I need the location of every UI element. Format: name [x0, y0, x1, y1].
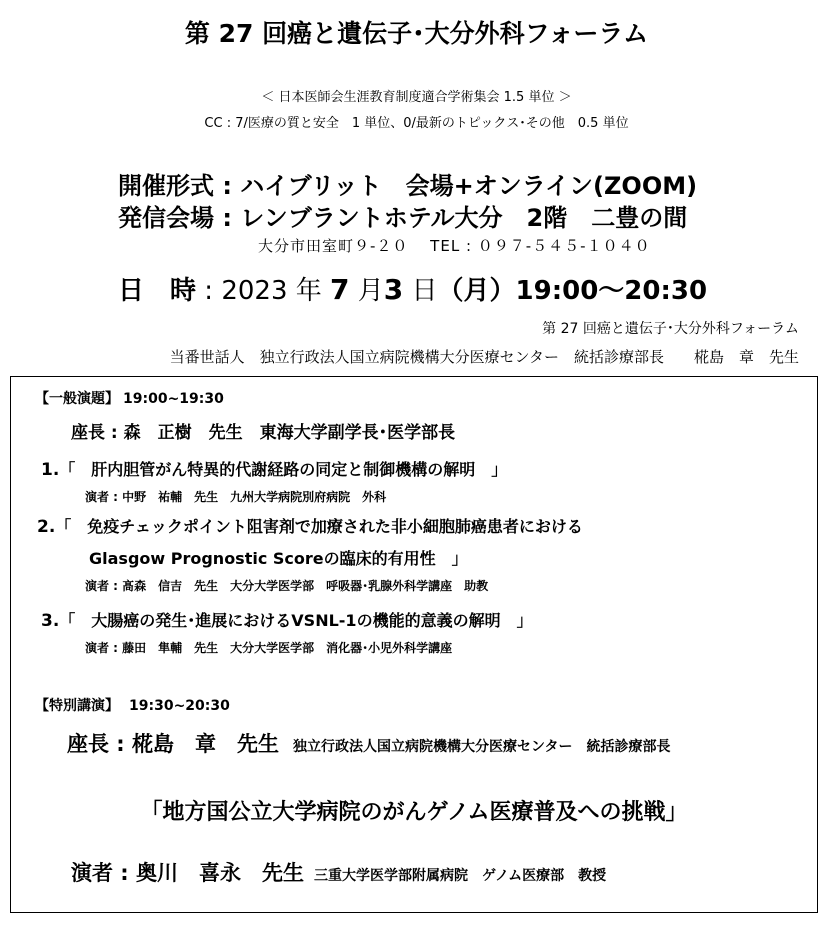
organizer-forum: 第 27 回癌と遺伝子･大分外科フォーラム: [542, 321, 799, 337]
general-chair: 座長 : 森 正樹 先生 東海大学副学長･医学部長: [71, 423, 456, 443]
format-line: 開催形式 : ハイブリット 会場+オンライン(ZOOM): [118, 172, 698, 200]
datetime-year: 2023: [221, 276, 288, 306]
special-chair-affiliation: 独立行政法人国立病院機構大分医療センター 統括診療部長: [293, 739, 671, 755]
talk-speaker: 演者 : 中野 祐輔 先生 九州大学病院別府病院 外科: [85, 490, 387, 504]
talk-speaker: 演者 : 髙森 信吉 先生 大分大学医学部 呼吸器･乳腺外科学講座 助教: [85, 579, 489, 593]
special-label: 【特別講演】: [35, 698, 119, 714]
talk-number: 3.: [41, 611, 60, 631]
credit-line-1: ＜ 日本医師会生涯教育制度適合学術集会 1.5 単位 ＞: [261, 90, 572, 105]
general-time: 19:00~19:30: [123, 391, 224, 407]
talk-number: 1.: [41, 460, 60, 480]
talk-title: 「 大腸癌の発生･進展におけるVSNL-1の機能的意義の解明 」: [59, 611, 533, 630]
special-time: 19:30~20:30: [129, 698, 230, 714]
datetime-label: 日 時: [118, 276, 197, 306]
datetime-time: 19:00～20:30: [515, 276, 708, 306]
special-chair-name: 座長 : 椛島 章 先生: [67, 732, 280, 756]
general-label: 【一般演題】: [35, 391, 119, 407]
program-box: [10, 376, 818, 913]
venue-line: 発信会場 : レンブラントホテル大分 2階 二豊の間: [118, 204, 688, 232]
talk-3: [41, 608, 533, 631]
organizer-host: 当番世話人 独立行政法人国立病院機構大分医療センター 統括診療部長 椛島 章 先生: [169, 348, 799, 366]
datetime-day: 3: [383, 273, 404, 306]
talk-title: 「 免疫チェックポイント阻害剤で加療された非小細胞肺癌患者における: [55, 517, 583, 536]
datetime-day-unit: 日: [403, 276, 438, 306]
talk-title: 「 肝内胆管がん特異的代謝経路の同定と制御機構の解明 」: [59, 460, 508, 479]
special-speaker: [71, 857, 606, 887]
datetime-weekday: （月）: [437, 276, 516, 306]
special-lecture-title: 「地方国公立大学病院のがんゲノム医療普及への挑戦」: [140, 800, 688, 825]
datetime-month-unit: 月: [349, 276, 384, 306]
talk-1: [41, 457, 507, 480]
page-title: 第 27 回癌と遺伝子･大分外科フォーラム: [184, 19, 649, 48]
event-datetime: [118, 270, 707, 307]
datetime-year-unit: 年: [287, 276, 331, 306]
talk-2: [37, 514, 583, 537]
datetime-month: 7: [330, 273, 350, 306]
venue-address: 大分市田室町９-２０ TEL : ０９７-５４５-１０４０: [258, 237, 651, 255]
special-speaker-affiliation: 三重大学医学部附属病院 ゲノム医療部 教授: [314, 868, 607, 884]
special-speaker-name: 演者 : 奥川 喜永 先生: [71, 861, 305, 885]
datetime-sep: :: [196, 276, 222, 306]
special-chair: [67, 728, 670, 758]
talk-speaker: 演者 : 藤田 隼輔 先生 大分大学医学部 消化器･小児外科学講座: [85, 641, 453, 655]
talk-title-continued: Glasgow Prognostic Scoreの臨床的有用性 」: [89, 549, 468, 568]
talk-number: 2.: [37, 517, 56, 537]
credit-line-2: CC : 7/医療の質と安全 1 単位、0/最新のトピックス･その他 0.5 単位: [204, 116, 629, 131]
general-section-header: [35, 388, 224, 408]
special-section-header: [35, 695, 230, 715]
